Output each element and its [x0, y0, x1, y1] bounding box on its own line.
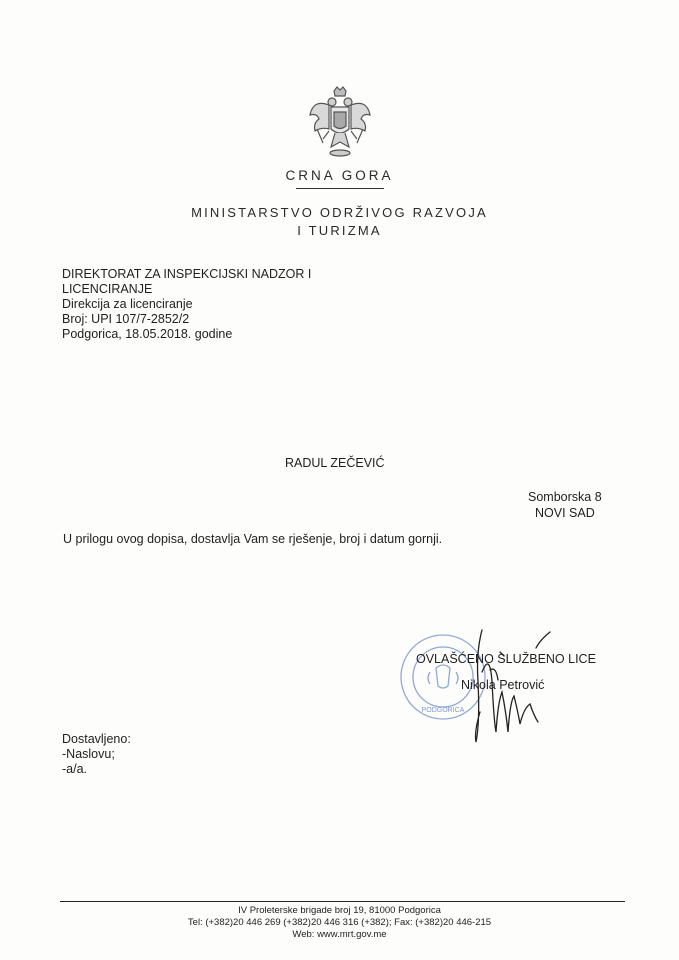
ministry-name-line1: MINISTARSTVO ODRŽIVOG RAZVOJA: [191, 205, 488, 220]
signatory-title: OVLAŠĆENO SLUŽBENO LICE: [416, 652, 596, 666]
ministry-name-line2: I TURIZMA: [297, 223, 382, 238]
country-underline: [296, 188, 384, 189]
handwritten-signature-icon: [440, 612, 600, 752]
footer-divider: [60, 901, 625, 902]
department-name: Direkcija za licenciranje: [62, 297, 193, 311]
document-date: Podgorica, 18.05.2018. godine: [62, 327, 233, 341]
directorate-line1: DIREKTORAT ZA INSPEKCIJSKI NADZOR I: [62, 267, 312, 281]
letter-body: U prilogu ovog dopisa, dostavlja Vam se rješenje, broj i datum gornji.: [63, 532, 443, 546]
footer-address: IV Proleterske brigade broj 19, 81000 Podgorica: [238, 905, 441, 916]
recipient-street: Somborska 8: [528, 490, 602, 504]
recipient-city: NOVI SAD: [535, 506, 595, 520]
montenegro-coat-of-arms-icon: [307, 85, 373, 165]
signatory-name: Nikola Petrović: [461, 678, 545, 692]
distribution-item: -Naslovu;: [62, 747, 115, 761]
footer-web: Web: www.mrt.gov.me: [292, 929, 387, 940]
footer-phones: Tel: (+382)20 446 269 (+382)20 446 316 (+382); Fax: (+382)20 446-215: [187, 917, 492, 928]
document-number: Broj: UPI 107/7-2852/2: [62, 312, 190, 326]
distribution-item: -a/a.: [62, 762, 88, 776]
directorate-line2: LICENCIRANJE: [62, 282, 153, 296]
recipient-name: RADUL ZEČEVIĆ: [285, 456, 385, 470]
country-name: CRNA GORA: [285, 168, 394, 183]
distribution-heading: Dostavljeno:: [62, 732, 131, 746]
stamp-text: PODGORICA: [421, 707, 465, 714]
